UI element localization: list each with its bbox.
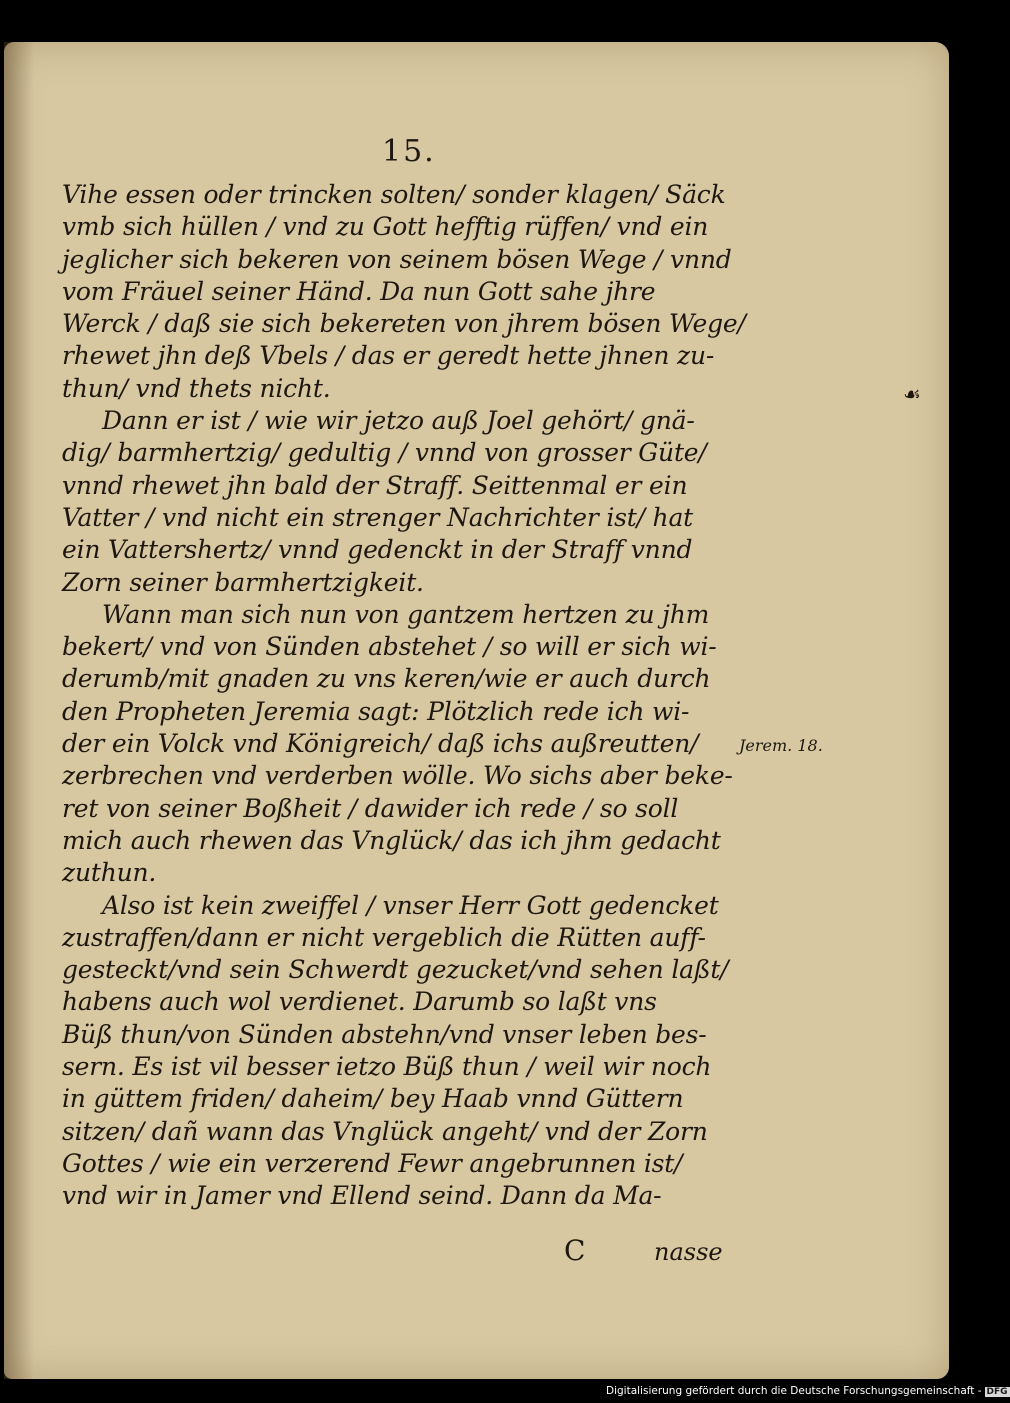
- text-line: mich auch rhewen das Vnglück/ das ich jhm gedacht: [62, 825, 721, 855]
- signature-mark: C: [564, 1234, 586, 1267]
- text-line: habens auch wol verdienet. Darumb so laßt vns: [62, 987, 657, 1017]
- text-line: vnd wir in Jamer vnd Ellend seind. Dann da Ma-: [62, 1181, 662, 1211]
- text-line: den Propheten Jeremia sagt: Plötzlich rede ich wi-: [62, 696, 690, 726]
- text-line: Werck / daß sie sich bekereten von jhrem bösen Wege/: [62, 309, 746, 339]
- text-line: Gottes / wie ein verzerend Fewr angebrunnen ist/: [62, 1148, 683, 1178]
- text-line: vmb sich hüllen / vnd zu Gott hefftig rüffen/ vnd ein: [62, 212, 709, 242]
- text-line: sitzen/ dañ wann das Vnglück angeht/ vnd der Zorn: [62, 1116, 708, 1146]
- text-line: vnnd rhewet jhn bald der Straff. Seittenmal er ein: [62, 470, 688, 500]
- text-line: Büß thun/von Sünden abstehn/vnd vnser leben bes-: [62, 1019, 707, 1049]
- margin-ornament: ☙: [903, 382, 921, 406]
- text-line: dig/ barmhertzig/ gedultig / vnnd von grosser Güte/: [62, 438, 707, 468]
- page-number: 15.: [382, 134, 436, 169]
- text-line: Zorn seiner barmhertzigkeit.: [62, 567, 424, 597]
- text-line: zustraffen/dann er nicht vergeblich die Rütten auff-: [62, 922, 706, 952]
- scanned-page: [4, 42, 949, 1379]
- paragraph: [62, 405, 752, 599]
- text-line: zuthun.: [62, 858, 157, 888]
- footer-text: Digitalisierung gefördert durch die Deutsche Forschungsgemeinschaft -: [606, 1385, 982, 1397]
- text-line: Wann man sich nun von gantzem hertzen zu jhm: [102, 599, 710, 629]
- text-line: Dann er ist / wie wir jetzo auß Joel gehört/ gnä-: [102, 406, 695, 436]
- footer-credit: [606, 1385, 1010, 1397]
- paragraph: [62, 599, 752, 890]
- text-line: derumb/mit gnaden zu vns keren/wie er auch durch: [62, 664, 711, 694]
- paragraph: [62, 179, 752, 405]
- text-line: Vatter / vnd nicht ein strenger Nachrichter ist/ hat: [62, 502, 694, 532]
- text-line: vom Fräuel seiner Händ. Da nun Gott sahe jhre: [62, 276, 656, 306]
- margin-reference-note: Jerem. 18.: [739, 736, 823, 755]
- text-line: Also ist kein zweiffel / vnser Herr Gott gedencket: [102, 890, 719, 920]
- catchword: nasse: [654, 1238, 723, 1266]
- text-line: jeglicher sich bekeren von seinem bösen Wege / vnnd: [62, 244, 732, 274]
- text-line: ein Vattershertz/ vnnd gedenckt in der Straff vnnd: [62, 535, 693, 565]
- dfg-logo: DFG: [986, 1387, 1008, 1397]
- text-line: in güttem friden/ daheim/ bey Haab vnnd Güttern: [62, 1084, 684, 1114]
- text-line: rhewet jhn deß Vbels / das er geredt hette jhnen zu-: [62, 341, 715, 371]
- body-text: [62, 179, 752, 1213]
- text-line: der ein Volck vnd Königreich/ daß ichs außreutten/: [62, 729, 699, 759]
- text-line: bekert/ vnd von Sünden abstehet / so will er sich wi-: [62, 632, 717, 662]
- text-line: ret von seiner Boßheit / dawider ich rede / so soll: [62, 793, 679, 823]
- page-foot: [564, 1234, 734, 1274]
- text-line: Vihe essen oder trincken solten/ sonder klagen/ Säck: [62, 180, 726, 209]
- text-line: thun/ vnd thets nicht.: [62, 373, 331, 403]
- text-line: sern. Es ist vil besser ietzo Büß thun / weil wir noch: [62, 1052, 712, 1082]
- text-line: zerbrechen vnd verderben wölle. Wo sichs aber beke-: [62, 761, 733, 791]
- paragraph: [62, 890, 752, 1213]
- text-line: gesteckt/vnd sein Schwerdt gezucket/vnd sehen laßt/: [62, 955, 729, 985]
